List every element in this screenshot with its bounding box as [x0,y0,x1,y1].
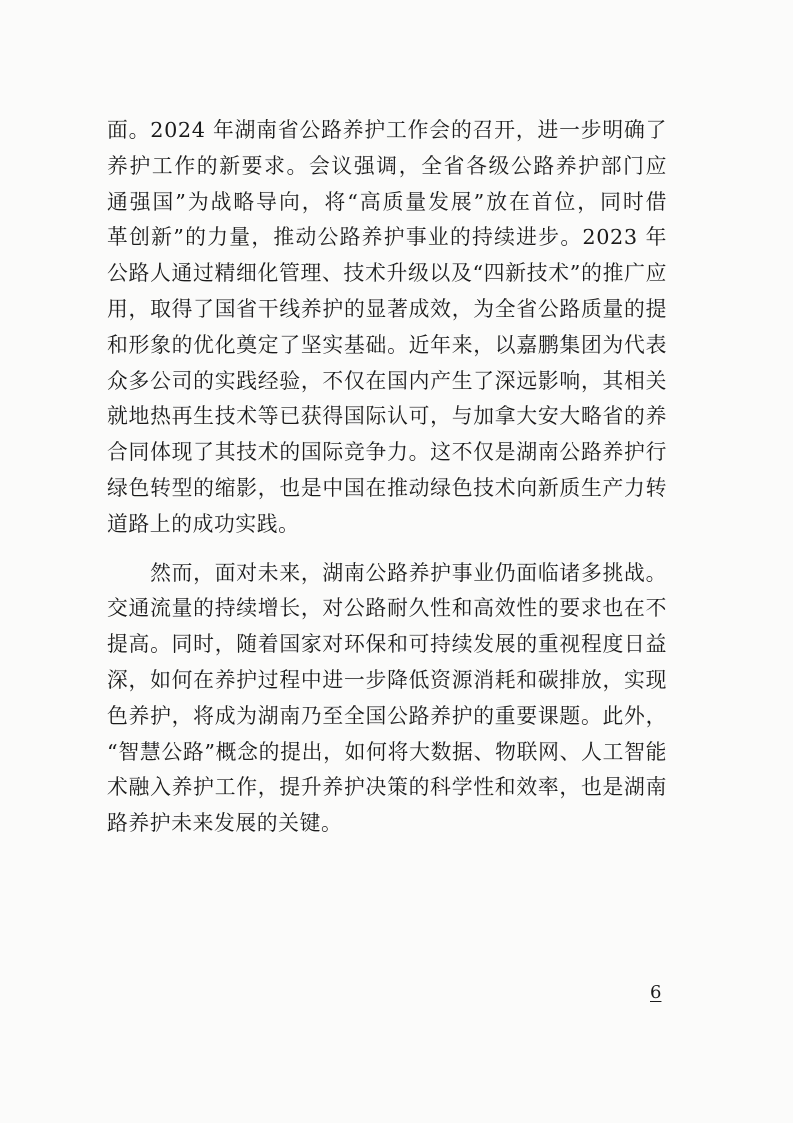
text-line: 就地热再生技术等已获得国际认可，与加拿大安大略省的养 [107,404,667,429]
text-line: 术融入养护工作，提升养护决策的科学性和效率，也是湖南 [107,775,667,800]
text-line: 色养护，将成为湖南乃至全国公路养护的重要课题。此外， [107,703,667,728]
text-line: 路养护未来发展的关键。 [107,811,343,836]
text-line: 革创新”的力量，推动公路养护事业的持续进步。2023 年 [107,225,667,250]
text-line: 众多公司的实践经验，不仅在国内产生了深远影响，其相关 [107,368,667,393]
page-number: 6 [650,982,662,1003]
text-line: 面。2024 年湖南省公路养护工作会的召开，进一步明确了 [107,118,667,142]
text-line: 道路上的成功实践。 [107,511,300,536]
text-line: 交通流量的持续增长，对公路耐久性和高效性的要求也在不 [107,596,667,621]
text-line: 用，取得了国省干线养护的显著成效，为全省公路质量的提 [107,296,667,321]
paragraph-1 [107,113,667,543]
paragraph-2 [107,556,667,842]
text-line: 合同体现了其技术的国际竞争力。这不仅是湖南公路养护行 [107,440,667,465]
text-line: 深，如何在养护过程中进一步降低资源消耗和碳排放，实现 [107,667,667,692]
text-line: 绿色转型的缩影，也是中国在推动绿色技术向新质生产力转 [107,475,667,500]
text-line: 公路人通过精细化管理、技术升级以及“四新技术”的推广应 [107,261,667,286]
body-text [107,113,667,842]
text-line: 通强国”为战略导向，将“高质量发展”放在首位，同时借 [107,189,667,214]
text-line: 提高。同时，随着国家对环保和可持续发展的重视程度日益 [107,632,667,657]
paragraph-gap [107,543,667,556]
text-line: 养护工作的新要求。会议强调，全省各级公路养护部门应 [107,153,667,178]
text-line: “智慧公路”概念的提出，如何将大数据、物联网、人工智能 [107,739,667,764]
text-line: 和形象的优化奠定了坚实基础。近年来，以嘉鹏集团为代表 [107,332,667,357]
text-line: 然而，面对未来，湖南公路养护事业仍面临诸多挑战。 [150,560,667,585]
